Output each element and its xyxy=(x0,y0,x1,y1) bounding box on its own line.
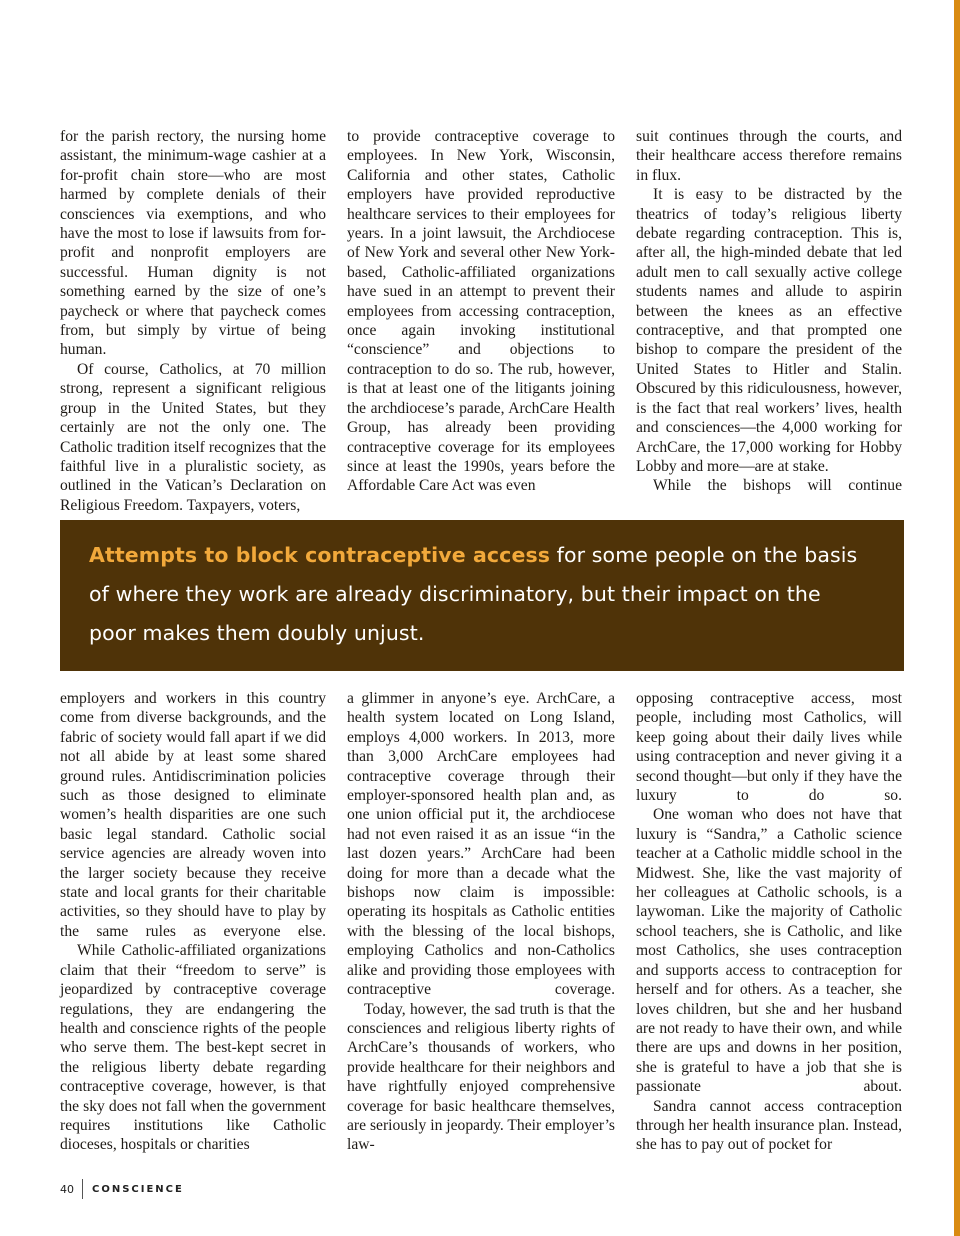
pull-quote-highlight: Attempts to block contraceptive access xyxy=(89,543,551,567)
top-column-1 xyxy=(60,127,326,515)
bottom-column-3 xyxy=(636,689,902,1155)
pull-quote xyxy=(60,520,904,671)
bottom-column-2 xyxy=(347,689,615,1155)
paragraph: While Catholic-affiliated organizations claim that their “freedom to serve” is jeopardized by contraceptive coverage regulations, they are endangering the health and conscience rights of the people who serve them. The best-kept secret in the religious liberty debate regarding contraceptive coverage, however, is that the sky does not fall when the government requires institutions like Catholic dioceses, hospitals or charities xyxy=(60,942,326,1154)
top-columns xyxy=(60,127,902,515)
edge-accent-bar xyxy=(954,0,960,1236)
paragraph: While the bishops will continue xyxy=(653,477,902,495)
paragraph: suit continues through the courts, and their healthcare access therefore remains in flux. xyxy=(636,128,902,184)
paragraph: Sandra cannot access contraception through her health insurance plan. Instead, she has to pay out of pocket for xyxy=(636,1097,902,1154)
paragraph: opposing contraceptive access, most people, including most Catholics, will keep going about their daily lives while using contraception and never giving it a second thought—but only if they have the luxury to do so. xyxy=(636,690,902,805)
bottom-column-1 xyxy=(60,689,326,1155)
paragraph: to provide contraceptive coverage to employees. In New York, Wisconsin, California and other states, Catholic employers have provided reproductive healthcare services to their employees for years. In a joint lawsuit, the Archdiocese of New York and several other New York-based, Catholic-affiliated organizations have sued in an attempt to prevent their employees from accessing contraception, once again invoking institutional “conscience” and objections to contraception to do so. The rub, however, is that at least one of the litigants joining the archdiocese’s parade, ArchCare Health Group, has already been providing contraceptive coverage for its employees since at least the 1990s, years before the Affordable Care Act was even xyxy=(347,128,615,495)
top-column-3 xyxy=(636,127,902,515)
page-footer xyxy=(60,1179,184,1199)
paragraph: It is easy to be distracted by the theatrics of today’s religious liberty debate regarding contraception. This is, after all, the high-minded debate that led adult men to call sexually active college students names and allude to aspirin between the knees as an effective contraceptive, and that prompted one bishop to compare the president of the United States to Hitler and Stalin. Obscured by this ridiculousness, however, is the fact that real workers’ lives, health and consciences—the 4,000 working for ArchCare, the 17,000 working for Hobby Lobby and more—are at stake. xyxy=(636,186,902,475)
pull-quote-text: for some people on the basis of where they work are already discriminatory, but their impact on the poor makes them doubly unjust. xyxy=(89,543,858,645)
page-number: 40 xyxy=(60,1182,74,1196)
paragraph: One woman who does not have that luxury is “Sandra,” a Catholic science teacher at a Catholic middle school in the Midwest. She, like the vast majority of her colleagues at Catholic schools, is a laywoman. Like the majority of Catholic school teachers, she is Catholic, and like most Catholics, she uses contraception and supports access to contraception for herself and for others. As a teacher, she loves children, but she and her husband are not ready to have their own, and while there are ups and downs in her position, she is grateful to have a job that she is passionate about. xyxy=(636,806,902,1096)
magazine-name: CONSCIENCE xyxy=(92,1183,184,1195)
paragraph: employers and workers in this country come from diverse backgrounds, and the fabric of society would fall apart if we did not all abide by at least some shared ground rules. Antidiscrimination policies such as those designed to eliminate women’s health disparities are one such basic legal standard. Catholic social service agencies are already woven into the larger society because they receive state and local grants for their charitable activities, so they should have to play by the same rules as everyone else. xyxy=(60,690,326,940)
paragraph: Of course, Catholics, at 70 million strong, represent a significant religious group in the United States, but they certainly are not the only one. The Catholic tradition itself recognizes that the faithful live in a pluralistic society, as outlined in the Vatican’s Declaration on Religious Freedom. Taxpayers, voters, xyxy=(60,360,326,514)
paragraph: a glimmer in anyone’s eye. ArchCare, a health system located on Long Island, employs 4,000 workers. In 2013, more than 3,000 ArchCare employees had contraceptive coverage through their employer-sponsored health plan and, as one union official put it, the archdiocese had not even raised it as an issue “in the last dozen years.” ArchCare had been doing for more than a decade what the bishops now claim is impossible: operating its hospitals as Catholic entities with the blessing of the local bishops, employing Catholics and non-Catholics alike and providing those employees with contraceptive coverage. xyxy=(347,690,615,999)
bottom-columns xyxy=(60,689,902,1155)
top-column-2 xyxy=(347,127,615,515)
paragraph: Today, however, the sad truth is that the consciences and religious liberty rights of ArchCare’s thousands of workers, who provide healthcare for their neighbors and have rightfully enjoyed comprehensive coverage for basic healthcare themselves, are seriously in jeopardy. Their employer’s law- xyxy=(347,1000,615,1154)
paragraph: for the parish rectory, the nursing home assistant, the minimum-wage cashier at a for-profit chain store—who are most harmed by complete denials of their consciences via exemptions, and who have the most to lose if lawsuits from for-profit and nonprofit employers are successful. Human dignity is not something earned by the size of one’s paycheck or where that paycheck comes from, but simply by virtue of being human. xyxy=(60,128,326,359)
